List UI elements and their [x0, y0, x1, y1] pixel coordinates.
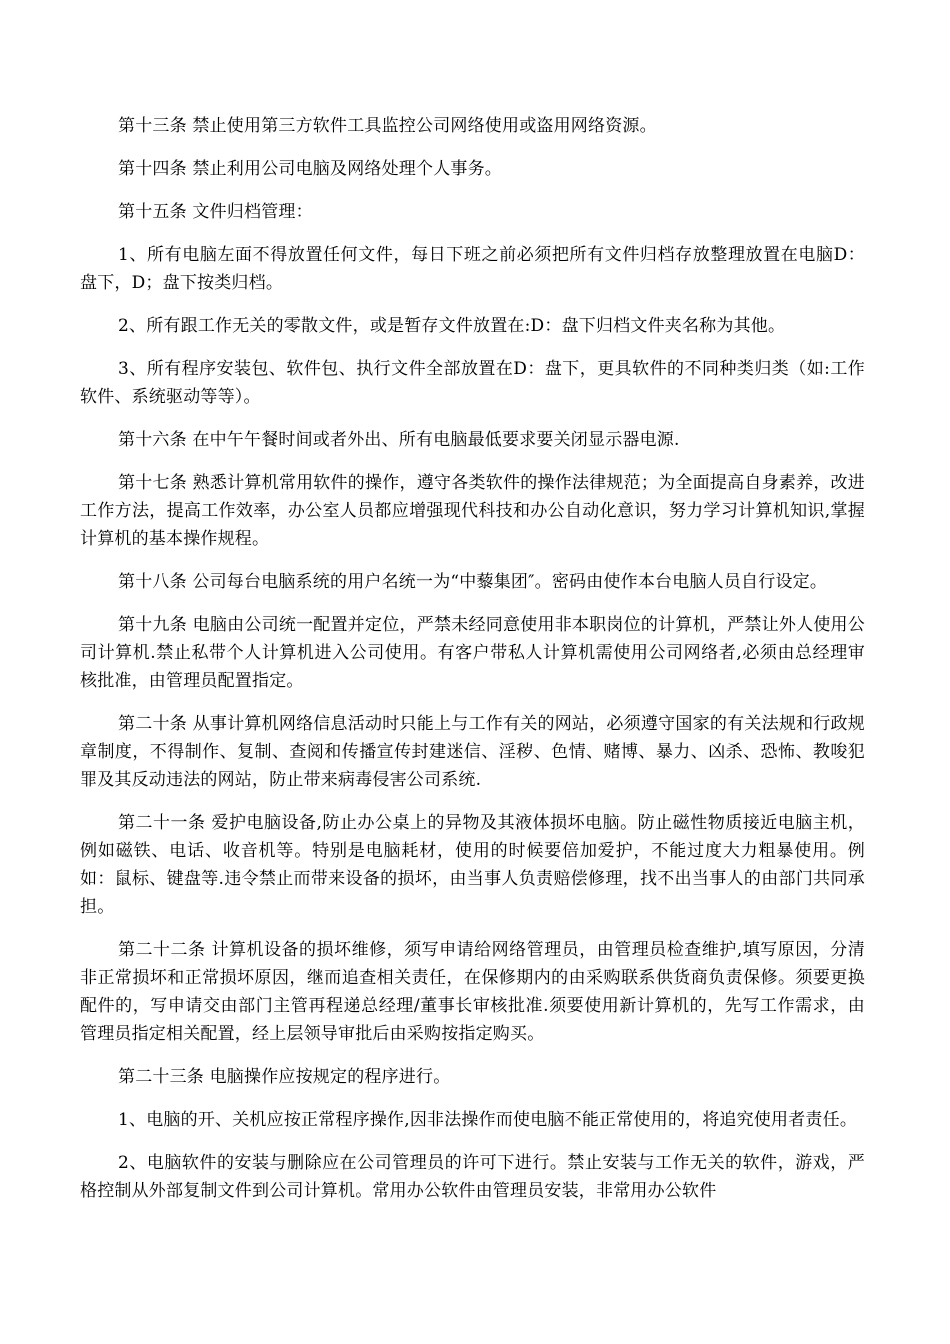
article-20: 第二十条 从事计算机网络信息活动时只能上与工作有关的网站，必须遵守国家的有关法规和行政规章制度，不得制作、复制、查阅和传播宣传封建迷信、淫秽、色情、赌博、暴力、凶杀、恐怖、教唆犯罪及其反动违法的网站，防止带来病毒侵害公司系统.	[80, 714, 865, 790]
article-23-item-2: 2、电脑软件的安装与删除应在公司管理员的许可下进行。禁止安装与工作无关的软件，游戏，严格控制从外部复制文件到公司计算机。常用办公软件由管理员安装，非常用办公软件	[80, 1153, 865, 1201]
article-17: 第十七条 熟悉计算机常用软件的操作，遵守各类软件的操作法律规范；为全面提高自身素养，改进工作方法，提高工作效率，办公室人员都应增强现代科技和办公自动化意识，努力学习计算机知识,掌握计算机的基本操作规程。	[80, 473, 865, 549]
article-15: 第十五条 文件归档管理：	[118, 202, 313, 222]
article-18: 第十八条 公司每台电脑系统的用户名统一为“中藜集团″。密码由使作本台电脑人员自行设定。	[118, 572, 828, 592]
article-23: 第二十三条 电脑操作应按规定的程序进行。	[118, 1067, 451, 1087]
article-15-item-3: 3、所有程序安装包、软件包、执行文件全部放置在D：盘下，更具软件的不同种类归类（如:工作软件、系统驱动等等）。	[80, 359, 865, 407]
article-23-item-1: 1、电脑的开、关机应按正常程序操作,因非法操作而使电脑不能正常使用的，将追究使用者责任。	[118, 1110, 858, 1130]
article-14: 第十四条 禁止利用公司电脑及网络处理个人事务。	[118, 159, 503, 179]
article-21: 第二十一条 爱护电脑设备,防止办公桌上的异物及其液体损坏电脑。防止磁性物质接近电脑主机，例如磁铁、电话、收音机等。特别是电脑耗材，使用的时候要倍加爱护，不能过度大力粗暴使用。例如：鼠标、键盘等.违令禁止而带来设备的损坏，由当事人负责赔偿修理，找不出当事人的由部门共同承担。	[80, 813, 865, 917]
article-22: 第二十二条 计算机设备的损坏维修，须写申请给网络管理员，由管理员检查维护,填写原因，分清非正常损坏和正常损坏原因，继而追查相关责任，在保修期内的由采购联系供货商负责保修。须要更换配件的，写申请交由部门主管再程递总经理/董事长审核批准.须要使用新计算机的，先写工作需求，由管理员指定相关配置，经上层领导审批后由采购按指定购买。	[80, 940, 865, 1044]
document-body	[80, 112, 865, 1220]
article-16: 第十六条 在中午午餐时间或者外出、所有电脑最低要求要关闭显示器电源.	[118, 430, 680, 450]
article-15-item-2: 2、所有跟工作无关的零散文件，或是暂存文件放置在:D：盘下归档文件夹名称为其他。	[118, 316, 786, 336]
article-15-item-1: 1、所有电脑左面不得放置任何文件，每日下班之前必须把所有文件归档存放整理放置在电脑D：盘下，D；盘下按类归档。	[80, 245, 865, 293]
article-13: 第十三条 禁止使用第三方软件工具监控公司网络使用或盗用网络资源。	[118, 116, 657, 136]
article-19: 第十九条 电脑由公司统一配置并定位，严禁未经同意使用非本职岗位的计算机，严禁让外人使用公司计算机.禁止私带个人计算机进入公司使用。有客户带私人计算机需使用公司网络者,必须由总经理审核批准，由管理员配置指定。	[80, 615, 865, 691]
